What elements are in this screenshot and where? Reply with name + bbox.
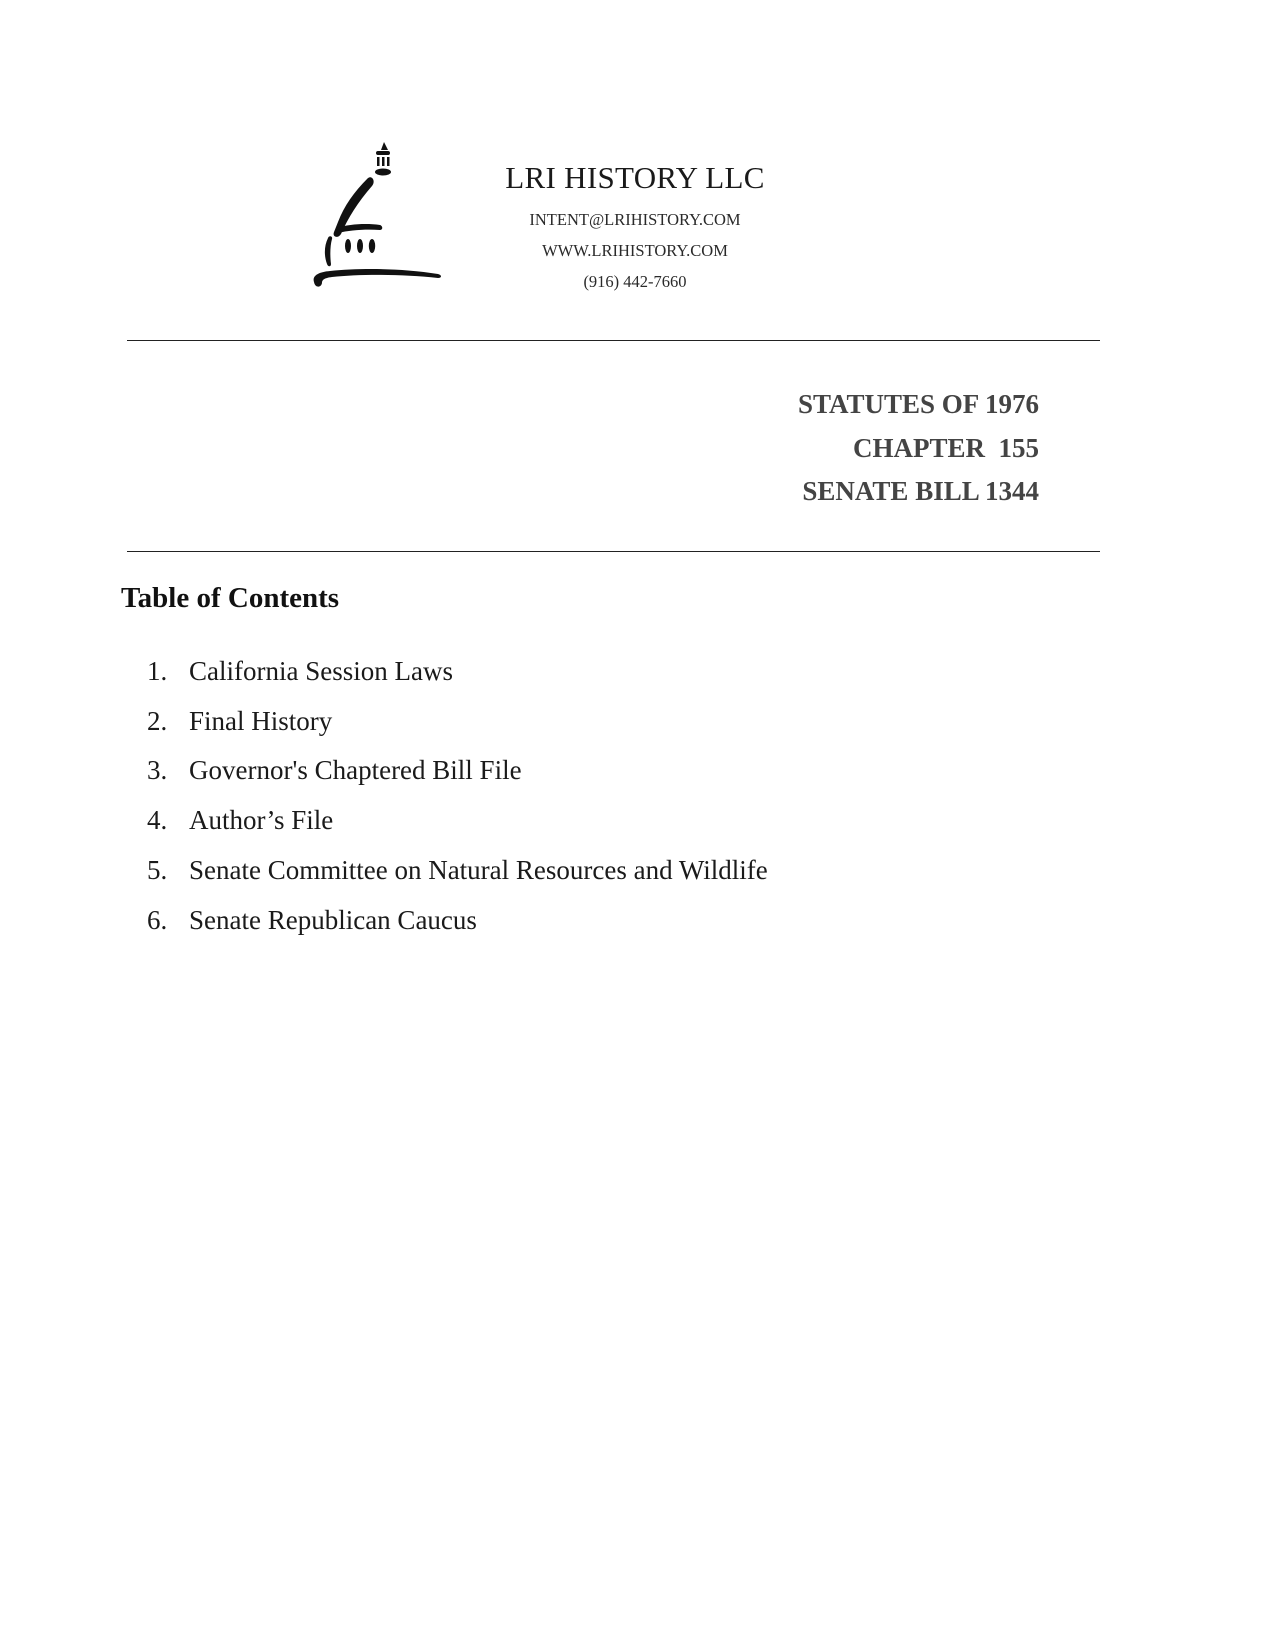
toc-item-number: 4. (147, 805, 168, 836)
toc-item (147, 796, 768, 846)
toc-item (147, 896, 768, 946)
company-name: LRI HISTORY LLC (505, 160, 765, 195)
bottom-divider (127, 551, 1100, 552)
toc-item (147, 697, 768, 747)
company-header (420, 160, 850, 297)
toc-item-number: 5. (147, 854, 168, 885)
toc-item-label: Senate Committee on Natural Resources and Wildlife (189, 854, 768, 885)
toc-item (147, 846, 768, 896)
toc-item-number: 3. (147, 755, 168, 786)
toc-item-label: Senate Republican Caucus (189, 904, 477, 935)
statute-year: STATUTES OF 1976 (797, 389, 1039, 419)
statute-chapter: CHAPTER 155 (852, 432, 1039, 463)
top-divider (127, 340, 1100, 341)
company-phone: (916) 442-7660 (583, 272, 687, 291)
toc-item (147, 746, 768, 796)
company-email: INTENT@LRIHISTORY.COM (529, 210, 741, 229)
toc-list (147, 647, 768, 945)
company-website: WWW.LRIHISTORY.COM (542, 241, 728, 260)
toc-item-label: Author’s File (189, 805, 334, 836)
toc-item-number: 1. (147, 656, 168, 686)
statute-info (798, 383, 1039, 514)
toc-item-label: Governor's Chaptered Bill File (189, 755, 522, 786)
toc-item-label: Final History (189, 705, 333, 736)
statute-bill: SENATE BILL 1344 (802, 476, 1039, 506)
toc-item (147, 647, 768, 697)
toc-item-number: 2. (147, 705, 168, 736)
toc-item-number: 6. (147, 904, 168, 935)
toc-heading: Table of Contents (121, 582, 340, 614)
toc-item-label: California Session Laws (189, 656, 453, 686)
